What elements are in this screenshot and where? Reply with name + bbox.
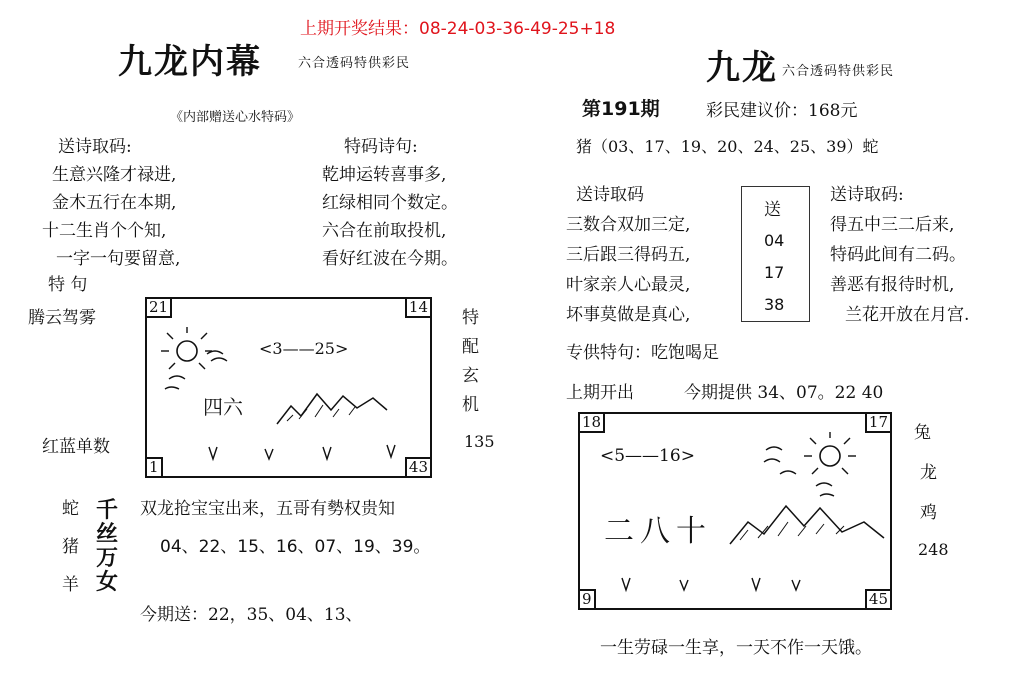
right-subtitle: 六合透码特供彩民 [782,64,895,79]
numbers-line: 04、22、15、16、07、19、39。 [160,537,431,557]
price: 彩民建议价：168元 [706,101,858,121]
send-box-title: 送 [764,200,781,220]
left-corner-bl: 1 [145,457,163,478]
right-poem-right-line: 兰花开放在月宫. [845,305,970,325]
poem-line: 一字一句要留意, [56,249,181,269]
today-send: 今期送：22，35、04、13、 [140,605,363,625]
side-char: 玄 [462,366,479,386]
today-provide: 今期提供 34、07。22 40 [684,383,884,403]
right-corner-tr: 17 [865,412,892,433]
left-range-text: <3——25> [259,339,349,358]
right-poem-left-line: 叶家亲人心最灵, [566,275,691,295]
right-hand-text: 二八十 [604,514,712,549]
left-side-number: 135 [464,432,495,451]
red-blue-label: 红蓝单数 [42,437,110,457]
code-poem-line: 红绿相同个数定。 [322,193,458,213]
special-phrase: 专供特句：吃饱喝足 [566,343,719,363]
code-poem-label: 特码诗句: [344,137,418,157]
special-label: 特 句 [48,275,88,295]
left-hand-text: 四六 [203,395,243,419]
right-picture-box [578,412,892,610]
pig-line: 猪（03、17、19、20、24、25、39）蛇 [576,137,879,156]
special-text: 腾云驾雾 [28,308,96,328]
right-poem-label-right: 送诗取码: [830,185,904,205]
left-sketch [147,299,430,476]
left-subtitle: 六合透码特供彩民 [298,56,411,71]
poem-label: 送诗取码: [58,137,132,157]
right-corner-br: 45 [865,589,892,610]
left-title: 九龙内幕 [118,42,262,82]
code-poem-line: 看好红波在今期。 [322,249,458,269]
send-box-number: 04 [764,231,785,250]
right-range-text: <5——16> [600,446,695,466]
left-corner-tl: 21 [145,297,172,318]
right-poem-left-line: 三数合双加三定, [566,215,691,235]
zodiac-2: 猪 [62,537,79,557]
last-result-banner: 上期开奖结果：08-24-03-36-49-25+18 [300,19,616,39]
left-corner-br: 43 [405,457,432,478]
right-poem-right-line: 善恶有报待时机, [830,275,955,295]
code-poem-line: 乾坤运转喜事多, [322,165,447,185]
send-box [741,186,810,322]
poem-line: 十二生肖个个知, [42,221,167,241]
right-poem-right-line: 特码此间有二码。 [830,245,966,265]
right-corner-tl: 18 [578,412,605,433]
right-poem-left-line: 三后跟三得码五, [566,245,691,265]
code-poem-line: 六合在前取投机, [322,221,447,241]
side-char: 配 [462,337,479,357]
right-title: 九龙 [706,48,778,88]
footer-motto: 一生劳碌一生享，一天不作一天饿。 [600,638,872,658]
side-char: 特 [462,308,479,328]
zodiac-1: 蛇 [62,499,79,519]
send-box-number: 38 [764,295,785,314]
double-dragon-line: 双龙抢宝宝出来，五哥有勢权贵知 [140,499,395,519]
right-side-char: 鸡 [920,503,937,523]
right-side-char: 龙 [920,463,937,483]
riddle-text: 千丝万女 [96,497,119,595]
poem-line: 金木五行在本期, [52,193,177,213]
right-side-char: 兔 [914,423,931,443]
poem-line: 生意兴隆才禄进, [52,165,177,185]
side-char: 机 [462,395,479,415]
send-box-number: 17 [764,263,785,282]
right-poem-label-left: 送诗取码 [576,185,644,205]
right-corner-bl: 9 [578,589,596,610]
left-tagline: 《内部赠送心水特码》 [170,110,301,125]
left-picture-box [145,297,432,478]
right-poem-right-line: 得五中三二后来, [830,215,955,235]
issue-number: 第191期 [582,98,660,120]
zodiac-3: 羊 [62,575,79,595]
left-corner-tr: 14 [405,297,432,318]
last-open-label: 上期开出 [566,383,634,403]
right-side-number: 248 [918,540,949,559]
right-poem-left-line: 坏事莫做是真心, [566,305,691,325]
